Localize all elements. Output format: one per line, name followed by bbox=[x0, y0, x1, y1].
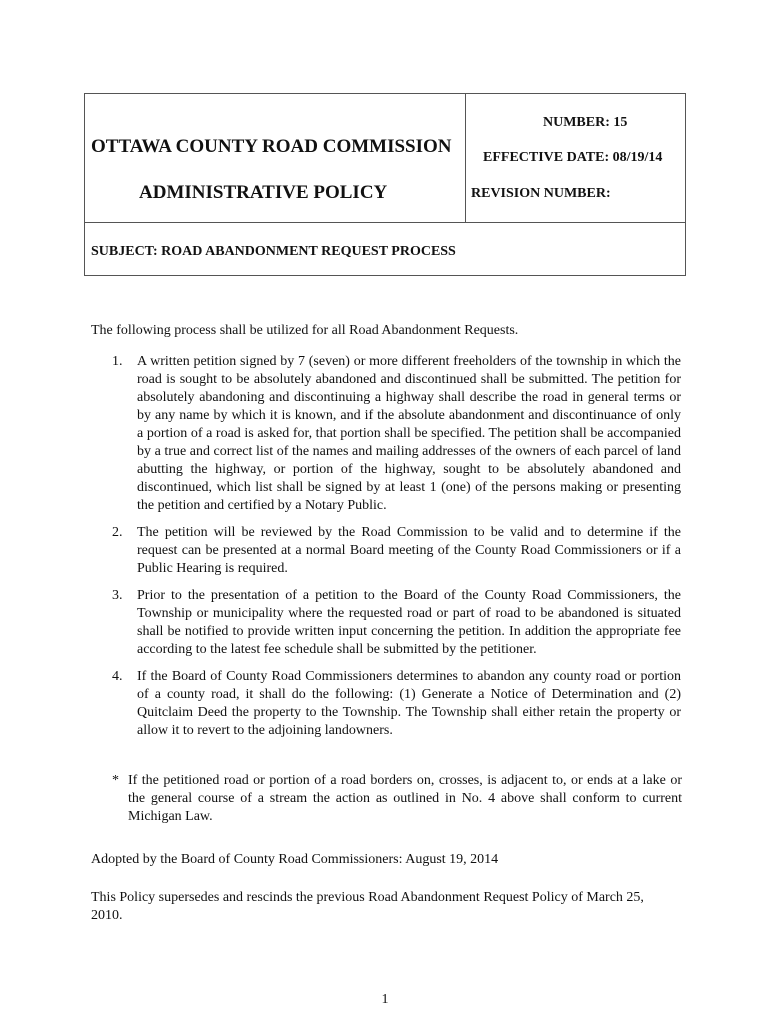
list-item-text: A written petition signed by 7 (seven) or more different freeholders of the township in which the road is sought to be absolutely abandoned and discontinued shall be submitted. The petition for absolutely abandoning and discontinuing a highway shall describe the road in general terms or by any name by which it is known, and if the absolute abandonment and discontinuance of only a portion of a road is asked for, that portion shall be specified. The petition shall be accompanied by a true and correct list of the names and mailing addresses of the owners of each parcel of land abutting the highway, or portion of the highway, sought to be absolutely abandoned and discontinued, which list shall be signed by at least 1 (one) of the persons making or presenting the petition and certified by a Notary Public. bbox=[137, 354, 681, 513]
list-item-number: 1. bbox=[112, 354, 123, 369]
header-divider bbox=[85, 222, 685, 223]
organization-title: OTTAWA COUNTY ROAD COMMISSION bbox=[91, 136, 452, 157]
supersedes-statement: This Policy supersedes and rescinds the previous Road Abandonment Request Policy of March 25, 2010. bbox=[91, 890, 644, 923]
list-item bbox=[91, 587, 681, 659]
document-type-title: ADMINISTRATIVE POLICY bbox=[139, 182, 388, 203]
policy-header-table bbox=[84, 93, 686, 276]
list-item-text: The petition will be reviewed by the Road Commission to be valid and to determine if the request can be presented at a normal Board meeting of the County Road Commissioners or if a Public Hearing is required. bbox=[137, 525, 681, 576]
footnote-text: If the petitioned road or portion of a road borders on, crosses, is adjacent to, or ends at a lake or the general course of a stream the action as outlined in No. 4 above shall conform to current Michigan Law. bbox=[128, 773, 682, 824]
list-item-text: If the Board of County Road Commissioners determines to abandon any county road or portion of a county road, it shall do the following: (1) Generate a Notice of Determination and (2) Quitclaim Deed the property to the Township. The Township shall either retain the property or allow it to revert to the adjoining landowners. bbox=[137, 669, 681, 738]
adoption-statement: Adopted by the Board of County Road Commissioners: August 19, 2014 bbox=[91, 852, 499, 867]
policy-subject: SUBJECT: ROAD ABANDONMENT REQUEST PROCESS bbox=[91, 244, 456, 259]
revision-number: REVISION NUMBER: bbox=[471, 186, 611, 201]
list-item-text: Prior to the presentation of a petition to the Board of the County Road Commissioners, the Township or municipality where the requested road or part of road to be abandoned is situated shall be notified to provide written input concerning the petition. In addition the appropriate fee according to the latest fee schedule shall be submitted by the petitioner. bbox=[137, 588, 681, 657]
effective-date: EFFECTIVE DATE: 08/19/14 bbox=[483, 150, 663, 165]
footnote-marker: * bbox=[112, 773, 119, 788]
list-item bbox=[91, 524, 681, 578]
process-steps-list bbox=[91, 353, 681, 749]
footnote-paragraph bbox=[112, 772, 682, 826]
list-item-number: 4. bbox=[112, 669, 123, 684]
list-item-number: 2. bbox=[112, 525, 123, 540]
policy-number: NUMBER: 15 bbox=[543, 115, 628, 130]
intro-paragraph: The following process shall be utilized for all Road Abandonment Requests. bbox=[91, 323, 519, 338]
page-number: 1 bbox=[381, 992, 389, 1007]
list-item bbox=[91, 353, 681, 515]
list-item-number: 3. bbox=[112, 588, 123, 603]
list-item bbox=[91, 668, 681, 740]
